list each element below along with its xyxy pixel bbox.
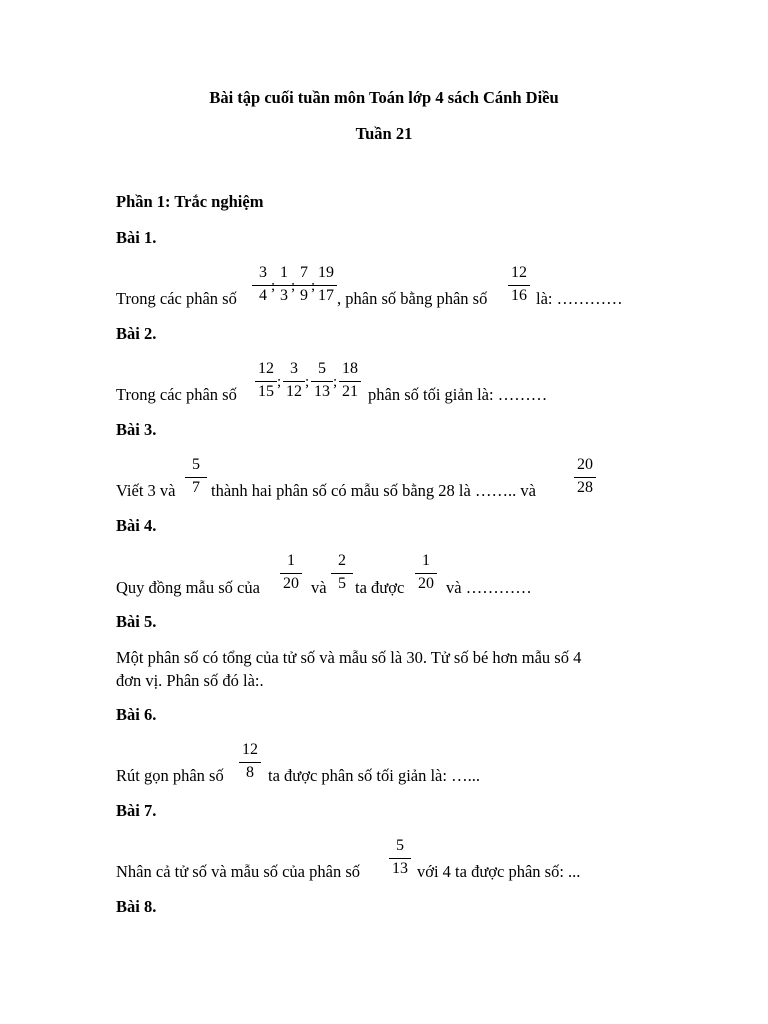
separator: ; [333, 374, 338, 390]
denominator: 13 [314, 383, 330, 400]
numerator: 12 [258, 360, 274, 377]
numerator: 7 [300, 264, 308, 281]
exercise-4-text-a: Quy đồng mẫu số của [116, 578, 260, 597]
exercise-2-label: Bài 2. [116, 324, 157, 343]
numerator: 5 [192, 456, 200, 473]
exercise-1-text-c: là: ………… [536, 289, 623, 308]
numerator: 12 [511, 264, 527, 281]
exercise-1-text-b: , phân số bằng phân số [337, 289, 488, 308]
exercise-1-label: Bài 1. [116, 228, 157, 247]
numerator: 19 [318, 264, 334, 281]
section-heading: Phần 1: Trắc nghiệm [116, 192, 264, 211]
exercise-7-label: Bài 7. [116, 801, 157, 820]
numerator: 1 [287, 552, 295, 569]
exercise-4-label: Bài 4. [116, 516, 157, 535]
exercise-3-text-a: Viết 3 và [116, 481, 176, 500]
denominator: 15 [258, 383, 274, 400]
exercise-3-label: Bài 3. [116, 420, 157, 439]
exercise-7-text-a: Nhân cả tử số và mẫu số của phân số [116, 862, 361, 881]
separator: ; [271, 278, 276, 294]
numerator: 3 [259, 264, 267, 281]
exercise-7-text-b: với 4 ta được phân số: ... [417, 862, 581, 881]
numerator: 5 [396, 837, 404, 854]
separator: ; [277, 374, 282, 390]
numerator: 2 [338, 552, 346, 569]
denominator: 13 [392, 860, 408, 877]
exercise-1-text-a: Trong các phân số [116, 289, 237, 308]
denominator: 17 [318, 287, 334, 304]
denominator: 5 [338, 575, 346, 592]
denominator: 3 [280, 287, 288, 304]
exercise-5-line-1: Một phân số có tổng của tử số và mẫu số là 30. Tử số bé hơn mẫu số 4 [116, 648, 582, 667]
document-title: Bài tập cuối tuần môn Toán lớp 4 sách Cánh Diều [209, 88, 559, 107]
exercise-4-text-d: và ………… [446, 578, 532, 597]
numerator: 1 [422, 552, 430, 569]
denominator: 20 [283, 575, 299, 592]
exercise-8-label: Bài 8. [116, 897, 157, 916]
exercise-5-line-2: đơn vị. Phân số đó là:. [116, 671, 264, 690]
denominator: 9 [300, 287, 308, 304]
exercise-6-text-a: Rút gọn phân số [116, 766, 224, 785]
numerator: 20 [577, 456, 593, 473]
exercise-4-text-b: và [311, 578, 327, 597]
separator: ; [305, 374, 310, 390]
denominator: 4 [259, 287, 267, 304]
denominator: 8 [246, 764, 254, 781]
denominator: 7 [192, 479, 200, 496]
denominator: 16 [511, 287, 527, 304]
exercise-2-text-a: Trong các phân số [116, 385, 237, 404]
exercise-6-label: Bài 6. [116, 705, 157, 724]
separator: ; [311, 278, 316, 294]
exercise-6-text-b: ta được phân số tối giản là: …... [268, 766, 480, 785]
denominator: 21 [342, 383, 358, 400]
numerator: 18 [342, 360, 358, 377]
numerator: 3 [290, 360, 298, 377]
exercise-2-text-b: phân số tối giản là: ……… [368, 385, 548, 404]
numerator: 12 [242, 741, 258, 758]
denominator: 20 [418, 575, 434, 592]
separator: ; [291, 278, 296, 294]
week-label: Tuần 21 [355, 124, 413, 143]
exercise-3-text-b: thành hai phân số có mẫu số bằng 28 là …….. và [211, 481, 536, 500]
exercise-4-text-c: ta được [355, 578, 405, 597]
exercise-5-label: Bài 5. [116, 612, 157, 631]
denominator: 28 [577, 479, 593, 496]
denominator: 12 [286, 383, 302, 400]
numerator: 1 [280, 264, 288, 281]
numerator: 5 [318, 360, 326, 377]
